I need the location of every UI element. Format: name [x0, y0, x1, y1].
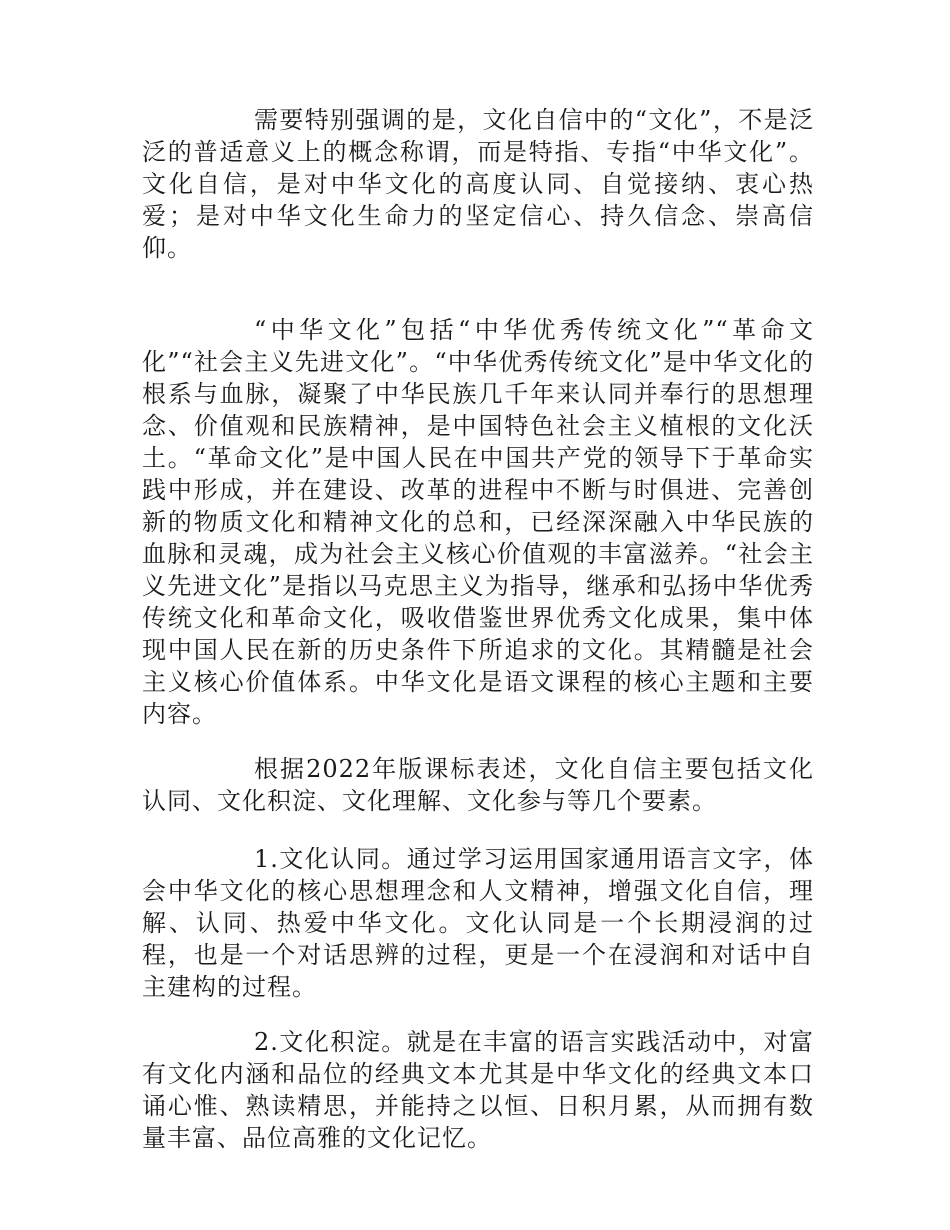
document-body [142, 104, 814, 1180]
paragraph-cultural-identity: 1.文化认同。通过学习运用国家通用语言文字，体会中华文化的核心思想理念和人文精神，增强文化自信，理解、认同、热爱中华文化。文化认同是一个长期浸润的过程，也是一个对话思辨的过程，更是一个在浸润和对话中自主建构的过程。 [142, 845, 814, 1001]
paragraph-chinese-culture-components: “中华文化”包括“中华优秀传统文化”“革命文化”“社会主义先进文化”。“中华优秀传统文化”是中华文化的根系与血脉，凝聚了中华民族几千年来认同并奉行的思想理念、价值观和民族精神，是中国特色社会主义植根的文化沃土。“革命文化”是中国人民在中国共产党的领导下于革命实践中形成，并在建设、改革的进程中不断与时俱进、完善创新的物质文化和精神文化的总和，已经深深融入中华民族的血脉和灵魂，成为社会主义核心价值观的丰富滋养。“社会主义先进文化”是指以马克思主义为指导，继承和弘扬中华优秀传统文化和革命文化，吸收借鉴世界优秀文化成果，集中体现中国人民在新的历史条件下所追求的文化。其精髓是社会主义核心价值体系。中华文化是语文课程的核心主题和主要内容。 [142, 316, 814, 728]
paragraph-cultural-accumulation: 2.文化积淀。就是在丰富的语言实践活动中，对富有文化内涵和品位的经典文本尤其是中华文化的经典文本口诵心惟、熟读精思，并能持之以恒、日积月累，从而拥有数量丰富、品位高雅的文化记忆。 [142, 1028, 814, 1152]
paragraph-cultural-confidence-definition: 需要特别强调的是，文化自信中的“文化”，不是泛泛的普适意义上的概念称谓，而是特指、专指“中华文化”。文化自信，是对中华文化的高度认同、自觉接纳、衷心热爱；是对中华文化生命力的坚定信心、持久信念、崇高信仰。 [142, 106, 814, 262]
paragraph-curriculum-elements: 根据2022年版课标表述，文化自信主要包括文化认同、文化积淀、文化理解、文化参与等几个要素。 [142, 755, 814, 815]
